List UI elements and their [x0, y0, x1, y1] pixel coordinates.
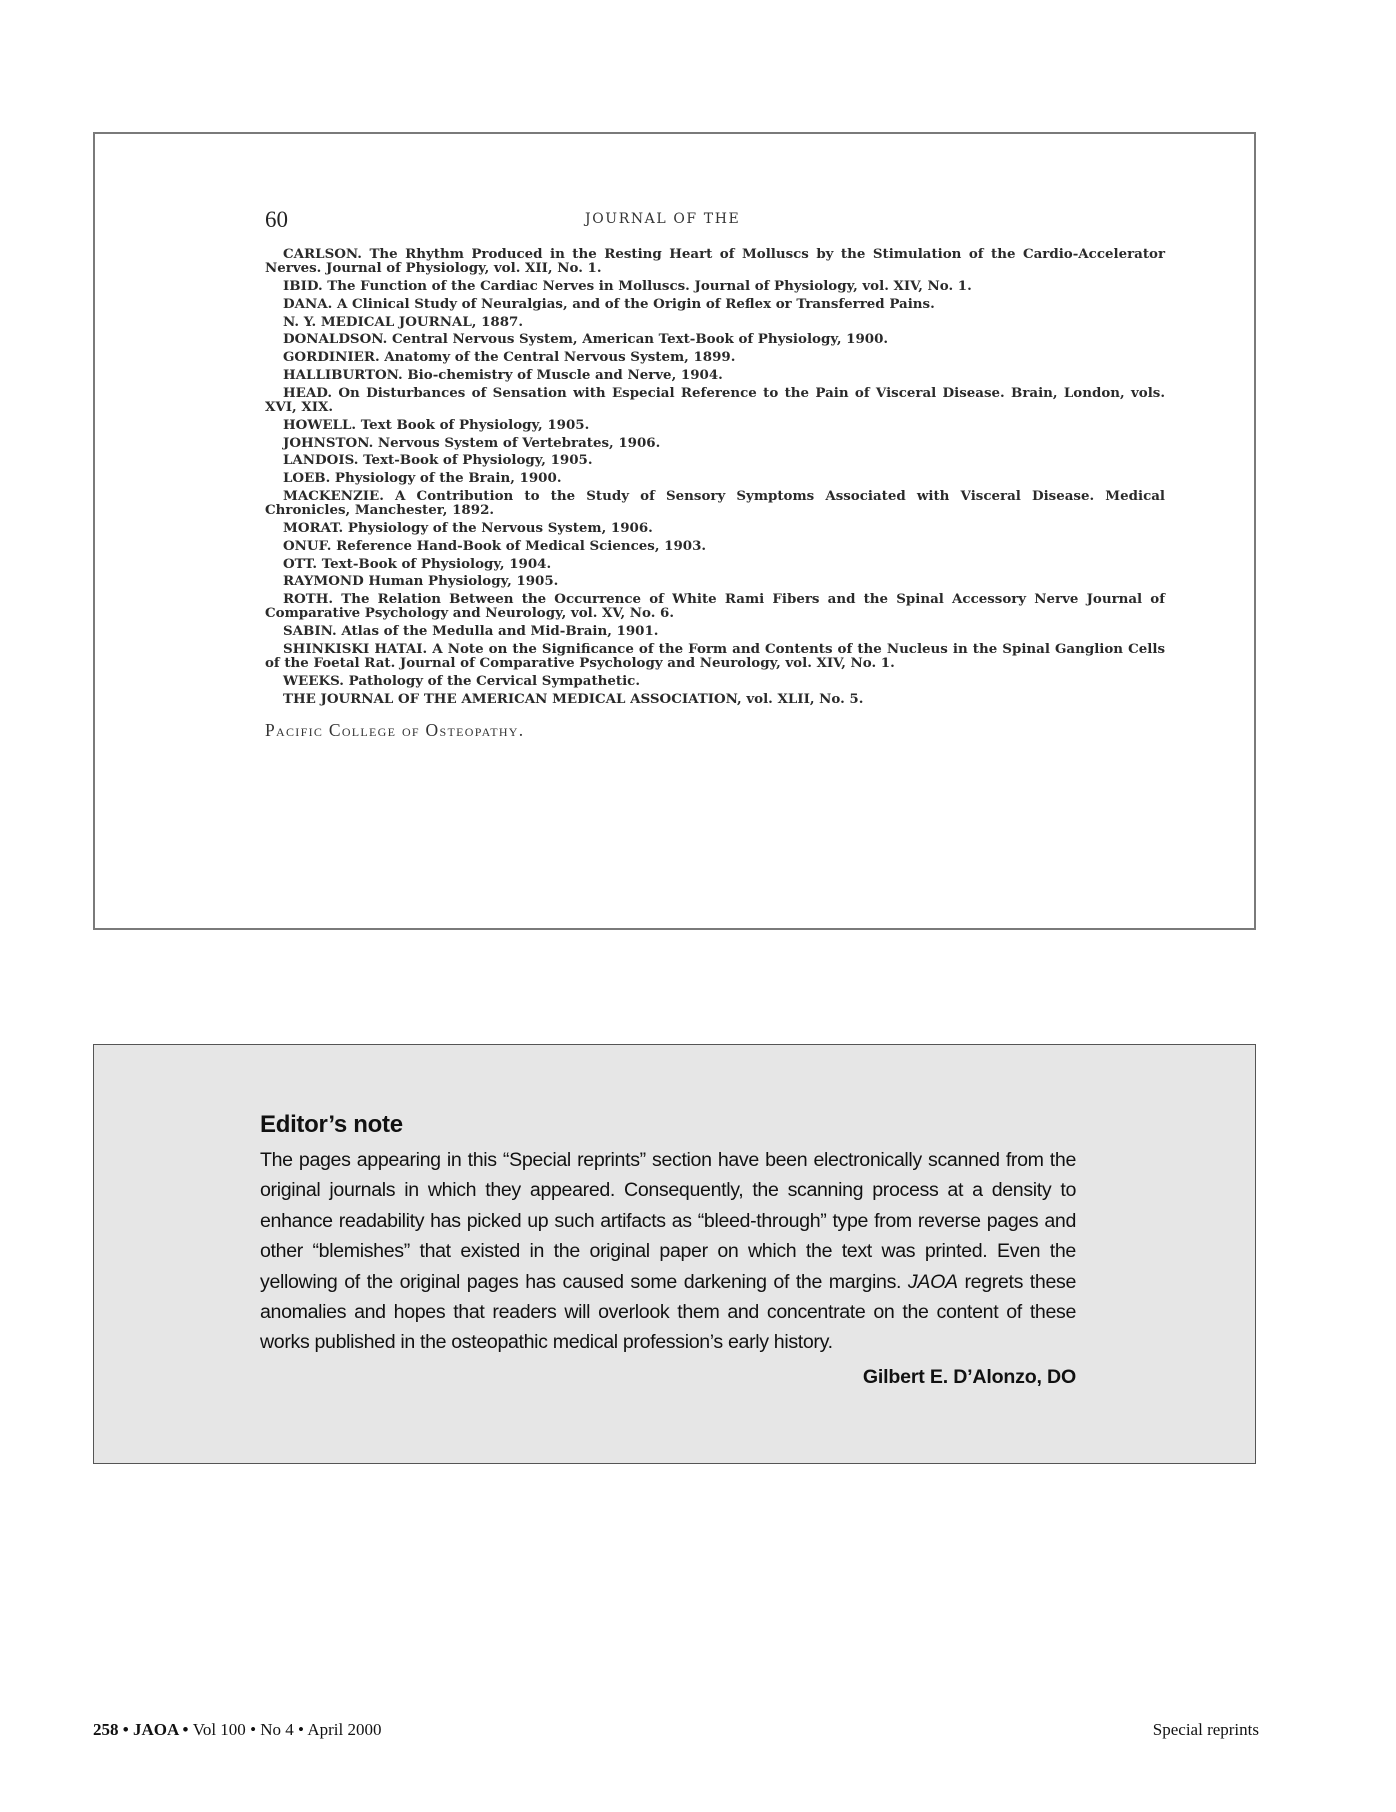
footer-volume: Vol 100: [192, 1720, 246, 1739]
page-footer-citation: 258 • JAOA • Vol 100 • No 4 • April 2000: [93, 1720, 382, 1739]
reference-item: HALLIBURTON. Bio-chemistry of Muscle and Nerve, 1904.: [283, 366, 723, 383]
reference-item: OTT. Text-Book of Physiology, 1904.: [283, 555, 552, 572]
reference-item: JOHNSTON. Nervous System of Vertebrates, 1906.: [283, 434, 661, 451]
reference-item: HEAD. On Disturbances of Sensation with Especial Reference to the Pain of Visceral Disease. Brain, London, vols. XVI, XIX.: [265, 384, 1165, 415]
editors-note-text: The pages appearing in this “Special reprints” section have been electronically scanned from the original journals in which they appeared. Consequently, the scanning process at a density to enhance readability has picked up such artifacts as “bleed-through” type from reverse pages and other “blemishes” that existed in the original paper on which the text was printed. Even the yellowing of the original pages has caused some darkening of the margins.: [260, 1149, 1076, 1293]
scanned-page-header: [265, 207, 1165, 241]
editors-note-signature: Gilbert E. D’Alonzo, DO: [862, 1365, 1076, 1388]
reference-item: GORDINIER. Anatomy of the Central Nervous System, 1899.: [283, 349, 736, 366]
reference-item: HOWELL. Text Book of Physiology, 1905.: [283, 416, 590, 433]
footer-date: April 2000: [307, 1720, 382, 1739]
reference-item: SHINKISKI HATAI. A Note on the Significance of the Form and Contents of the Nucleus in the Spinal Ganglion Cells of the Foetal Rat. Journal of Comparative Psychology and Neurology, vol. XIV, No. 1.: [265, 640, 1165, 672]
reference-item: DONALDSON. Central Nervous System, American Text-Book of Physiology, 1900.: [283, 331, 889, 348]
editors-note-body: [260, 1145, 1076, 1358]
reference-item: N. Y. MEDICAL JOURNAL, 1887.: [283, 313, 523, 330]
footer-issue: No 4: [260, 1720, 294, 1739]
scanned-page-number: 60: [265, 207, 288, 232]
reference-list: [265, 247, 1165, 706]
page-footer-section: Special reprints: [1152, 1720, 1259, 1739]
editors-note-text-end: regrets these anomalies and hopes that readers will overlook them and concentrate on the content of these works published in the osteopathic medical profession’s early history.: [260, 1270, 1076, 1354]
reference-item: WEEKS. Pathology of the Cervical Sympathetic.: [283, 672, 640, 689]
footer-page-number: 258: [93, 1720, 119, 1739]
reference-item: IBID. The Function of the Cardiac Nerves in Molluscs. Journal of Physiology, vol. XIV, No. 1.: [283, 278, 972, 294]
reference-item: LANDOIS. Text-Book of Physiology, 1905.: [283, 452, 593, 469]
editors-note-box: [93, 1044, 1256, 1464]
reference-item: LOEB. Physiology of the Brain, 1900.: [283, 470, 562, 487]
scanned-reprint-figure: [93, 132, 1256, 930]
editors-note-title: Editor’s note: [260, 1111, 403, 1138]
reference-item: THE JOURNAL OF THE AMERICAN MEDICAL ASSOCIATION, vol. XLII, No. 5.: [283, 690, 864, 707]
reference-item: MACKENZIE. A Contribution to the Study of Sensory Symptoms Associated with Visceral Disease. Medical Chronicles, Manchester, 1892.: [265, 487, 1165, 519]
journal-name-italic: JAOA: [907, 1270, 958, 1293]
reference-item: MORAT. Physiology of the Nervous System, 1906.: [283, 519, 653, 536]
reference-item: ROTH. The Relation Between the Occurrence of White Rami Fibers and the Spinal Accessory Nerve Journal of Comparative Psychology and Neurology, vol. XV, No. 6.: [265, 591, 1165, 622]
scanned-running-head: JOURNAL OF THE: [585, 211, 741, 227]
reference-item: SABIN. Atlas of the Medulla and Mid-Brain, 1901.: [283, 623, 659, 640]
reference-item: CARLSON. The Rhythm Produced in the Resting Heart of Molluscs by the Stimulation of the Cardio-Accelerator Nerves. Journal of Physiology, vol. XII, No. 1.: [265, 246, 1165, 277]
reference-item: DANA. A Clinical Study of Neuralgias, and of the Origin of Reflex or Transferred Pains.: [283, 295, 935, 312]
reference-item: RAYMOND Human Physiology, 1905.: [283, 573, 559, 590]
editors-note: [260, 1111, 1076, 1389]
scanned-page-footer: Pacific College of Osteopathy.: [265, 719, 525, 740]
footer-journal-name: JAOA: [132, 1720, 179, 1739]
reference-item: ONUF. Reference Hand-Book of Medical Sciences, 1903.: [283, 537, 707, 554]
scanned-page: [265, 207, 1165, 741]
